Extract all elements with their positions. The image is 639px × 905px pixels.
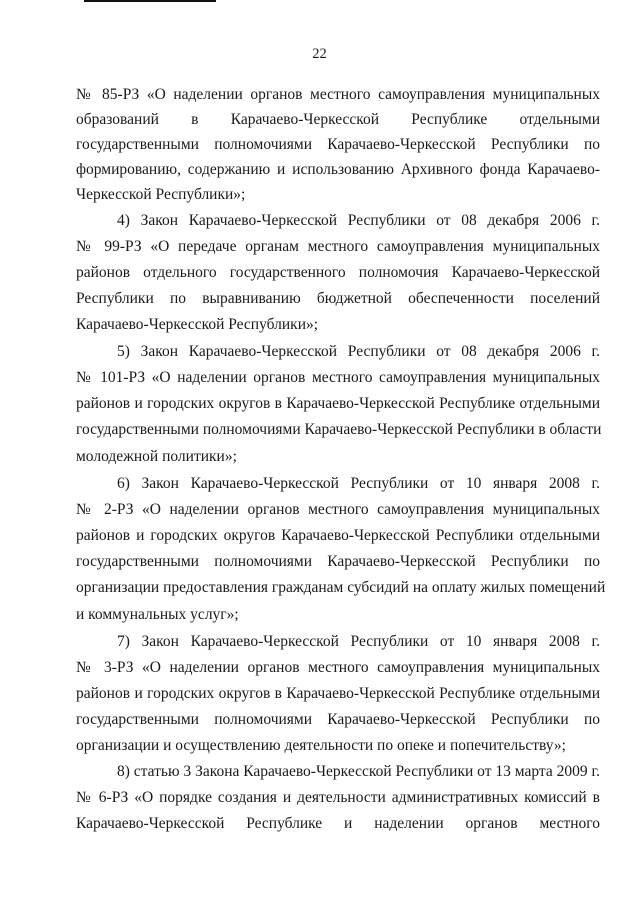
text-line: № 6-РЗ «О порядке создания и деятельности административных комиссий в (76, 789, 600, 806)
text-line: 7) Закон Карачаево-Черкесской Республики от 10 января 2008 г. (117, 633, 600, 650)
text-line: государственными полномочиями Карачаево-Черкесской Республики по (76, 711, 600, 728)
text-line: № 2-РЗ «О наделении органов местного самоуправления муниципальных (76, 501, 600, 518)
text-line: районов и городских округов Карачаево-Черкесской Республики отдельными (76, 527, 600, 544)
text-line: Карачаево-Черкесской Республики»; (76, 316, 319, 333)
text-line: организации и осуществлению деятельности по опеке и попечительству»; (76, 737, 566, 754)
text-line: формированию, содержанию и использованию Архивного фонда Карачаево- (76, 161, 600, 178)
page-number: 22 (312, 46, 327, 62)
text-line: Республики по выравниванию бюджетной обеспеченности поселений (76, 290, 600, 307)
text-line: образований в Карачаево-Черкесской Республике отдельными (76, 111, 600, 128)
text-line: государственными полномочиями Карачаево-Черкесской Республики по (76, 553, 600, 570)
text-line: Карачаево-Черкесской Республике и наделении органов местного (76, 815, 600, 832)
text-line: государственными полномочиями Карачаево-Черкесской Республики в области (76, 421, 602, 438)
text-line: 6) Закон Карачаево-Черкесской Республики от 10 января 2008 г. (117, 475, 600, 492)
text-line: 8) статью 3 Закона Карачаево-Черкесской Республики от 13 марта 2009 г. (117, 763, 600, 780)
text-line: 4) Закон Карачаево-Черкесской Республики от 08 декабря 2006 г. (117, 212, 600, 229)
text-line: районов отдельного государственного полномочия Карачаево-Черкесской (76, 264, 600, 281)
text-line: молодежной политики»; (76, 448, 237, 465)
text-line: 5) Закон Карачаево-Черкесской Республики от 08 декабря 2006 г. (117, 343, 600, 360)
text-line: № 99-РЗ «О передаче органам местного самоуправления муниципальных (76, 238, 600, 255)
text-line: организации предоставления гражданам субсидий на оплату жилых помещений (76, 579, 606, 596)
text-line: районов и городских округов в Карачаево-Черкесской Республике отдельными (76, 685, 600, 702)
text-line: № 85-РЗ «О наделении органов местного самоуправления муниципальных (76, 86, 600, 103)
scan-edge-mark (84, 0, 216, 2)
text-line: № 3-РЗ «О наделении органов местного самоуправления муниципальных (76, 659, 600, 676)
text-line: районов и городских округов в Карачаево-Черкесской Республике отдельными (76, 395, 600, 412)
text-line: Черкесской Республики»; (76, 186, 246, 203)
text-line: государственными полномочиями Карачаево-Черкесской Республики по (76, 136, 600, 153)
text-line: № 101-РЗ «О наделении органов местного самоуправления муниципальных (76, 369, 600, 386)
text-line: и коммунальных услуг»; (76, 606, 239, 623)
